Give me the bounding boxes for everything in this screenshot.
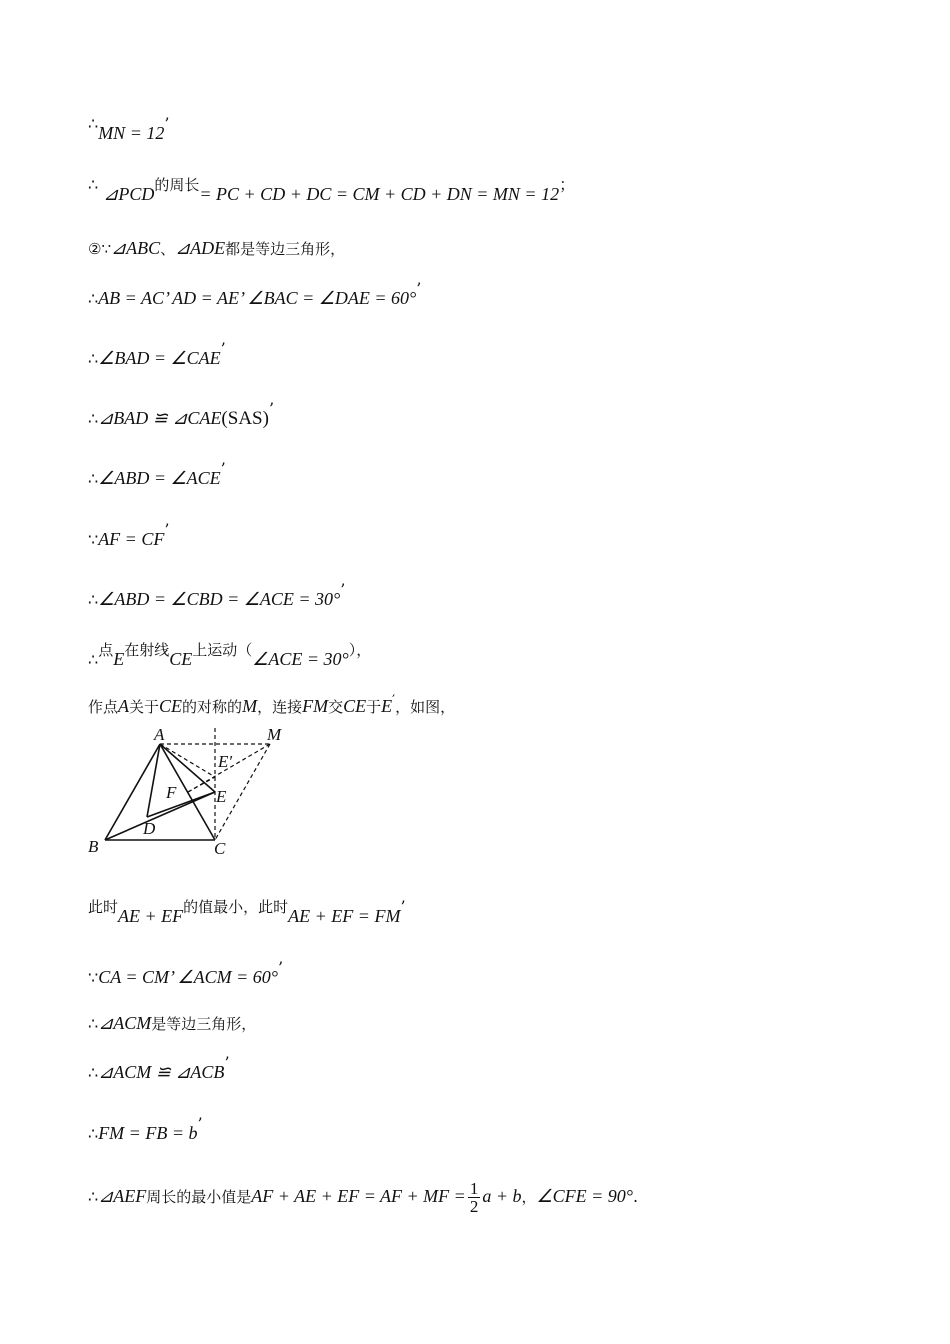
- text: 交: [328, 698, 344, 716]
- expr: MN = 12: [98, 123, 165, 143]
- line-13: [88, 958, 284, 989]
- therefore-symbol: ∴: [88, 590, 99, 609]
- line-8: [88, 520, 170, 551]
- text: 、: [160, 240, 176, 258]
- expr: a + b: [482, 1186, 522, 1206]
- expr: = PC + CD + DC = CM + CD + DN = MN = 12: [199, 184, 560, 204]
- punct: ’: [220, 459, 226, 478]
- expr: A: [118, 696, 130, 716]
- therefore-symbol: ∴: [88, 409, 99, 428]
- therefore-symbol: ∴: [88, 469, 99, 488]
- line-7: [88, 459, 226, 490]
- expr: ∠ACE = 30°: [252, 649, 349, 669]
- expr: ⊿PCD: [103, 184, 155, 204]
- fraction-half: [468, 1180, 481, 1215]
- punct: ’: [400, 897, 406, 916]
- line-12: [88, 897, 406, 928]
- line-4: [88, 279, 422, 310]
- expr: ⊿ACM ≌ ⊿ACB: [98, 1062, 225, 1082]
- label-A: A: [154, 725, 165, 744]
- text: 关于: [129, 698, 160, 716]
- therefore-symbol: ∴: [88, 1187, 99, 1206]
- text: ），: [348, 641, 372, 659]
- therefore-symbol: ∴: [88, 114, 99, 133]
- expr: E: [381, 696, 393, 716]
- line-11: [88, 695, 455, 720]
- prime: ′: [392, 693, 396, 708]
- line-3: [88, 237, 345, 260]
- text: ，连接: [257, 698, 303, 716]
- text: 上运动（: [192, 641, 253, 659]
- denominator: 2: [469, 1197, 479, 1216]
- expr: AB = AC’ AD = AE’ ∠BAC = ∠DAE = 60°: [98, 288, 417, 308]
- punct: ’: [197, 1114, 203, 1133]
- label-M: M: [267, 725, 282, 744]
- expr: CE: [343, 696, 367, 716]
- expr: FM = FB = b: [98, 1123, 198, 1143]
- therefore-symbol: ∴: [88, 349, 99, 368]
- text: 的对称的: [182, 698, 243, 716]
- therefore-symbol: ∴: [88, 175, 99, 194]
- text: ，如图，: [395, 698, 456, 716]
- therefore-symbol: ∴: [88, 1014, 99, 1033]
- expr: AE + EF = FM: [288, 906, 401, 926]
- text: 的周长: [154, 176, 200, 194]
- therefore-symbol: ∴: [88, 1063, 99, 1082]
- line-5: [88, 339, 226, 370]
- seg-BE: [105, 792, 215, 840]
- expr-sas: (SAS): [221, 408, 269, 429]
- label-D: D: [143, 819, 156, 838]
- expr: ⊿ABC: [111, 238, 161, 258]
- therefore-symbol: ∴: [88, 650, 99, 669]
- expr: ⊿ADE: [175, 238, 226, 258]
- label-E: E: [216, 787, 227, 806]
- expr: CE: [159, 696, 183, 716]
- therefore-symbol: ∴: [88, 289, 99, 308]
- text: 周长的最小值是: [146, 1188, 252, 1206]
- text: 在射线: [124, 641, 170, 659]
- text: 作点: [88, 698, 119, 716]
- punct: ’: [164, 520, 170, 539]
- text: 的值最小，此时: [183, 898, 289, 916]
- expr: ⊿BAD ≌ ⊿CAE: [98, 408, 222, 428]
- numerator: 1: [469, 1179, 479, 1198]
- line-1: [88, 114, 170, 145]
- text: 此时: [88, 898, 119, 916]
- expr: E: [113, 649, 125, 669]
- punct: ’: [268, 399, 275, 418]
- line-16: [88, 1114, 203, 1145]
- text: 于: [366, 698, 382, 716]
- because-symbol: ∵: [88, 968, 99, 987]
- expr: AF + AE + EF = AF + MF =: [251, 1186, 466, 1206]
- line-17: [88, 1180, 638, 1215]
- expr: ⊿AEF: [98, 1186, 147, 1206]
- punct: ’: [416, 279, 422, 298]
- line-9: [88, 580, 346, 611]
- because-symbol: ∵: [88, 530, 99, 549]
- expr: M: [242, 696, 258, 716]
- label-C: C: [214, 839, 226, 858]
- expr: ∠ABD = ∠CBD = ∠ACE = 30°: [98, 589, 341, 609]
- punct: ；: [559, 175, 576, 194]
- therefore-symbol: ∴: [88, 1124, 99, 1143]
- punct: ’: [220, 339, 226, 358]
- text: 点: [98, 641, 114, 659]
- expr: ⊿ACM: [98, 1013, 152, 1033]
- text: 都是等边三角形，: [225, 240, 346, 258]
- expr: ∠CFE = 90°: [536, 1186, 633, 1206]
- expr: ∠ABD = ∠ACE: [98, 468, 221, 488]
- label-B: B: [88, 837, 99, 856]
- expr: FM: [302, 696, 329, 716]
- expr: CE: [169, 649, 193, 669]
- punct: ’: [224, 1053, 230, 1072]
- punct: .: [632, 1187, 639, 1206]
- punct: ’: [340, 580, 346, 599]
- expr: AF = CF: [98, 529, 165, 549]
- text: ，: [521, 1188, 537, 1206]
- label-E-prime: E′: [218, 752, 233, 771]
- expr: ∠BAD = ∠CAE: [98, 348, 221, 368]
- line-15: [88, 1053, 230, 1084]
- line-2: [88, 175, 576, 206]
- punct: ’: [164, 114, 170, 133]
- seg-AE-prime: [160, 744, 215, 777]
- expr: CA = CM’ ∠ACM = 60°: [98, 967, 278, 987]
- text: 是等边三角形，: [151, 1015, 257, 1033]
- text: ②∵: [88, 240, 111, 258]
- label-F: F: [166, 783, 177, 802]
- expr: AE + EF: [118, 906, 184, 926]
- line-10: [88, 641, 372, 671]
- geometry-figure: [80, 722, 320, 862]
- line-6: [88, 399, 275, 430]
- punct: ’: [278, 958, 284, 977]
- line-14: [88, 1012, 256, 1035]
